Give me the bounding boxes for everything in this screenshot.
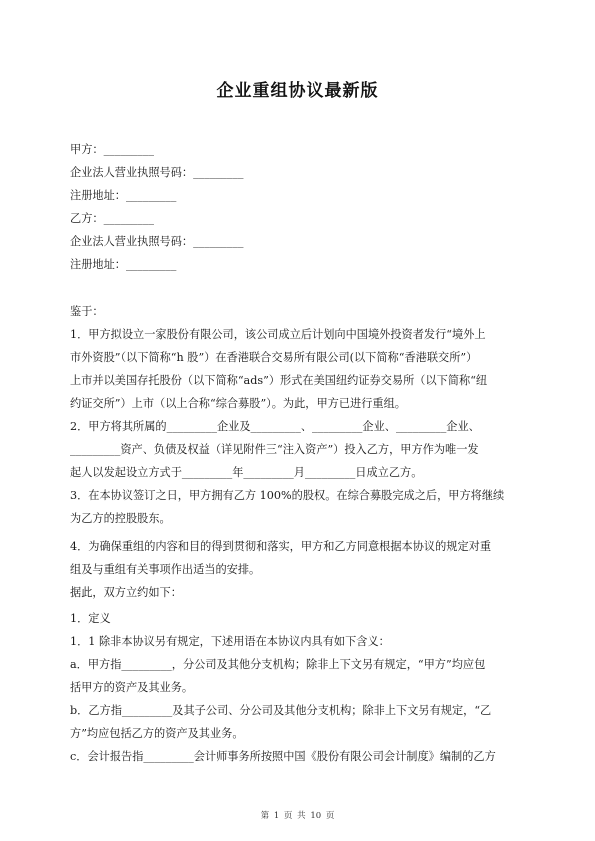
page-number: 第 1 页 共 10 页 <box>260 811 335 821</box>
body-line: _________资产、负债及权益（详见附件三“注入资产”）投入乙方，甲方作为唯一发 <box>70 443 479 456</box>
document-title: 企业重组协议最新版 <box>216 81 379 101</box>
recitals-heading: 鉴于： <box>70 305 104 318</box>
body-line: 3．在本协议签订之日，甲方拥有乙方 100%的股权。在综合募股完成之后，甲方将继续 <box>70 489 505 502</box>
body-line: 2．甲方将其所属的_________企业及_________、_________企业、_________企业、 <box>70 420 480 433</box>
body-line: a．甲方指_________，分公司及其他分支机构；除非上下文另有规定，“甲方”均应包 <box>70 658 486 671</box>
body-line: 组及与重组有关事项作出适当的安排。 <box>70 563 261 576</box>
party-b-license-no: 企业法人营业执照号码：_________ <box>70 235 244 248</box>
body-line: 市外资股”（以下简称“h 股”）在香港联合交易所有限公司(以下简称“香港联交所”） <box>70 351 478 364</box>
party-b-name: 乙方：_________ <box>70 212 154 225</box>
party-a-name: 甲方：_________ <box>70 143 154 156</box>
body-line: 1．甲方拟设立一家股份有限公司，该公司成立后计划向中国境外投资者发行“境外上 <box>70 328 486 341</box>
body-line: 1．1 除非本协议另有规定，下述用语在本协议内具有如下含义： <box>70 635 390 648</box>
body-line: 据此，双方立约如下： <box>70 586 182 599</box>
section-heading: 1．定义 <box>70 612 111 625</box>
body-line: 4．为确保重组的内容和目的得到贯彻和落实，甲方和乙方同意根据本协议的规定对重 <box>70 540 492 553</box>
party-b-address: 注册地址：_________ <box>70 258 177 271</box>
body-line: 括甲方的资产及其业务。 <box>70 681 194 694</box>
body-line: 上市并以美国存托股份（以下简称“ads”）形式在美国纽约证券交易所（以下简称“纽 <box>70 374 488 387</box>
party-a-address: 注册地址：_________ <box>70 189 177 202</box>
body-line: 为乙方的控股股东。 <box>70 512 171 525</box>
body-line: 起人以发起设立方式于_________年_________月_________日成立乙方。 <box>70 466 423 479</box>
body-line: b．乙方指_________及其子公司、分公司及其他分支机构；除非上下文另有规定，“乙 <box>70 704 492 717</box>
body-line: 约证交所”）上市（以上合称“综合募股”）。为此，甲方已进行重组。 <box>70 397 406 410</box>
body-line: c．会计报告指_________会计师事务所按照中国《股份有限公司会计制度》编制的乙方 <box>70 750 496 763</box>
body-line: 方”均应包括乙方的资产及其业务。 <box>70 727 244 740</box>
party-a-license-no: 企业法人营业执照号码：_________ <box>70 166 244 179</box>
